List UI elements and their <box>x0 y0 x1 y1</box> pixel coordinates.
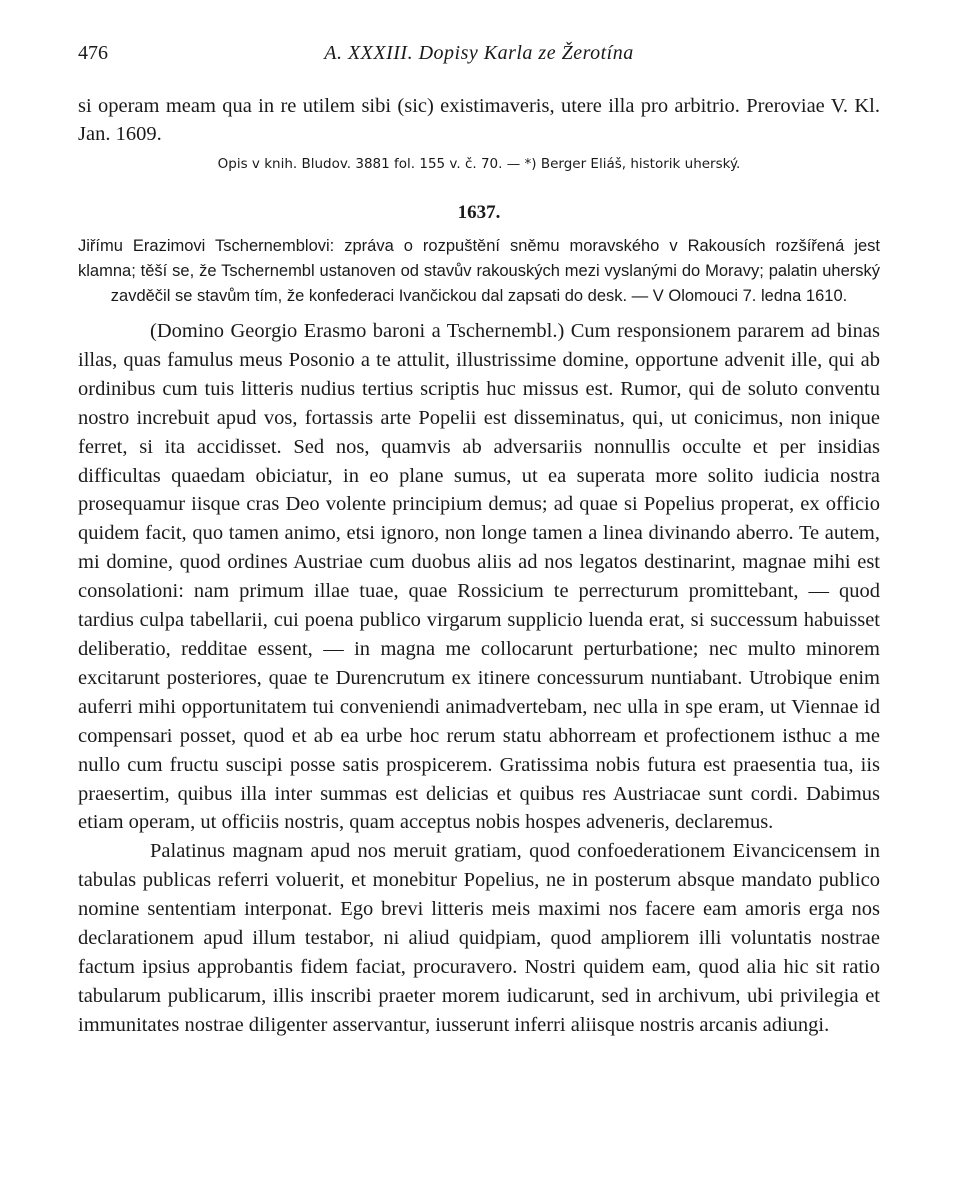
letter-regest: Jiřímu Erazimovi Tschernemblovi: zpráva o rozpuštění sněmu moravského v Rakousích rozšířená jest klamna; těší se, že Tschernembl ustanoven od stavův rakouských mezi vyslanými do Moravy; palatin uherský zavděčil se stavům tím, že konfederaci Ivančickou dal zapsati do desk. — V Olomouci 7. ledna 1610. <box>78 237 880 305</box>
body-paragraph-2: Palatinus magnam apud nos meruit gratiam, quod confoederationem Eivancicensem in tabulas publicas referri voluerit, et monebitur Popelius, ne in posterum absque mandato publico nomine sententiam interponat. Ego brevi litteris meis maximi nos facere eam amoris erga nos declarationem apud illum testabor, ni aliud quidpiam, quod ampliorem illi voluntatis nostrae factum ipsius approbantis fidem faciat, procuravero. Nostri quidem eam, quod alia hic sit ratio tabularum publicarum, illis inscribi praeter morem iudicarunt, sed in archivum, ubi privilegia et immunitates nostrae diligenter asservantur, iusserunt inferri aliisque nostris arcanis adiungi. <box>78 840 880 1036</box>
page-number: 476 <box>78 42 108 64</box>
previous-letter-ending <box>78 92 880 148</box>
source-note: Opis v knih. Bludov. 3881 fol. 155 v. č. 70. — *) Berger Eliáš, historik uherský. <box>217 156 741 172</box>
letter-number: 1637. <box>457 202 501 223</box>
continuation-text: si operam meam qua in re utilem sibi (sic) existimaveris, utere illa pro arbitrio. Preroviae V. Kl. Jan. 1609. <box>78 95 880 145</box>
running-head: A. XXXIII. Dopisy Karla ze Žerotína <box>324 42 634 64</box>
body-paragraph-1: (Domino Georgio Erasmo baroni a Tschernembl.) Cum responsionem pararem ad binas illas, quas famulus meus Posonio a te attulit, illustrissime domine, opportune advenit ille, qui ab ordinibus cum tuis litteris nudius tertius scriptis huc missus est. Rumor, qui de soluto conventu nostro increbuit apud vos, fortassis arte Popelii est disseminatus, qui, ut conicimus, non inique ferret, si ita accidisset. Sed nos, quamvis ab adversariis nonnullis occulte et per insidias difficultas quaedam obiciatur, in eo plane sumus, ut ea superata more solito iudicia nostra prosequamur iisque cras Deo volente principium demus; ad quae si Popelius properat, ex officio quidem facit, quo tamen animo, etsi ignoro, non longe tamen a linea divinando aberro. Te autem, mi domine, quod ordines Austriae cum duobus aliis ad nos legatos destinarint, magnae mihi est consolationi: nam primum illae tuae, quae Rossicium te perrecturum promittebant, — quod tardius culpa tabellarii, cui poena publico virgarum supplicio luenda erat, si successum habuisset deliberatio, redditae essent, — in magna me collocarunt perturbatione; nec multo minorem excitarunt posteriores, quae te Durencrutum ex itinere concessurum nuntiabant. Utrobique enim auferri mihi opportunitatem tui conveniendi animadvertebam, nec ulla in spe eram, ut Viennae id compensari posset, quod et ab ea urbe hoc rerum statu abhorream et profectionem isthuc a me nullo cum fructu suscipi posse satis prospicerem. Gratissima nobis futura est praesentia tua, iis praesertim, quibus illa inter summas est delicias et quibus res Austriacae sunt cordi. Dabimus etiam operam, ut officiis nostris, quam acceptus nobis hospes adveneris, declaremus. <box>78 320 880 834</box>
page-header <box>78 38 880 70</box>
letter-body <box>78 317 880 1040</box>
document-page <box>78 38 880 1040</box>
